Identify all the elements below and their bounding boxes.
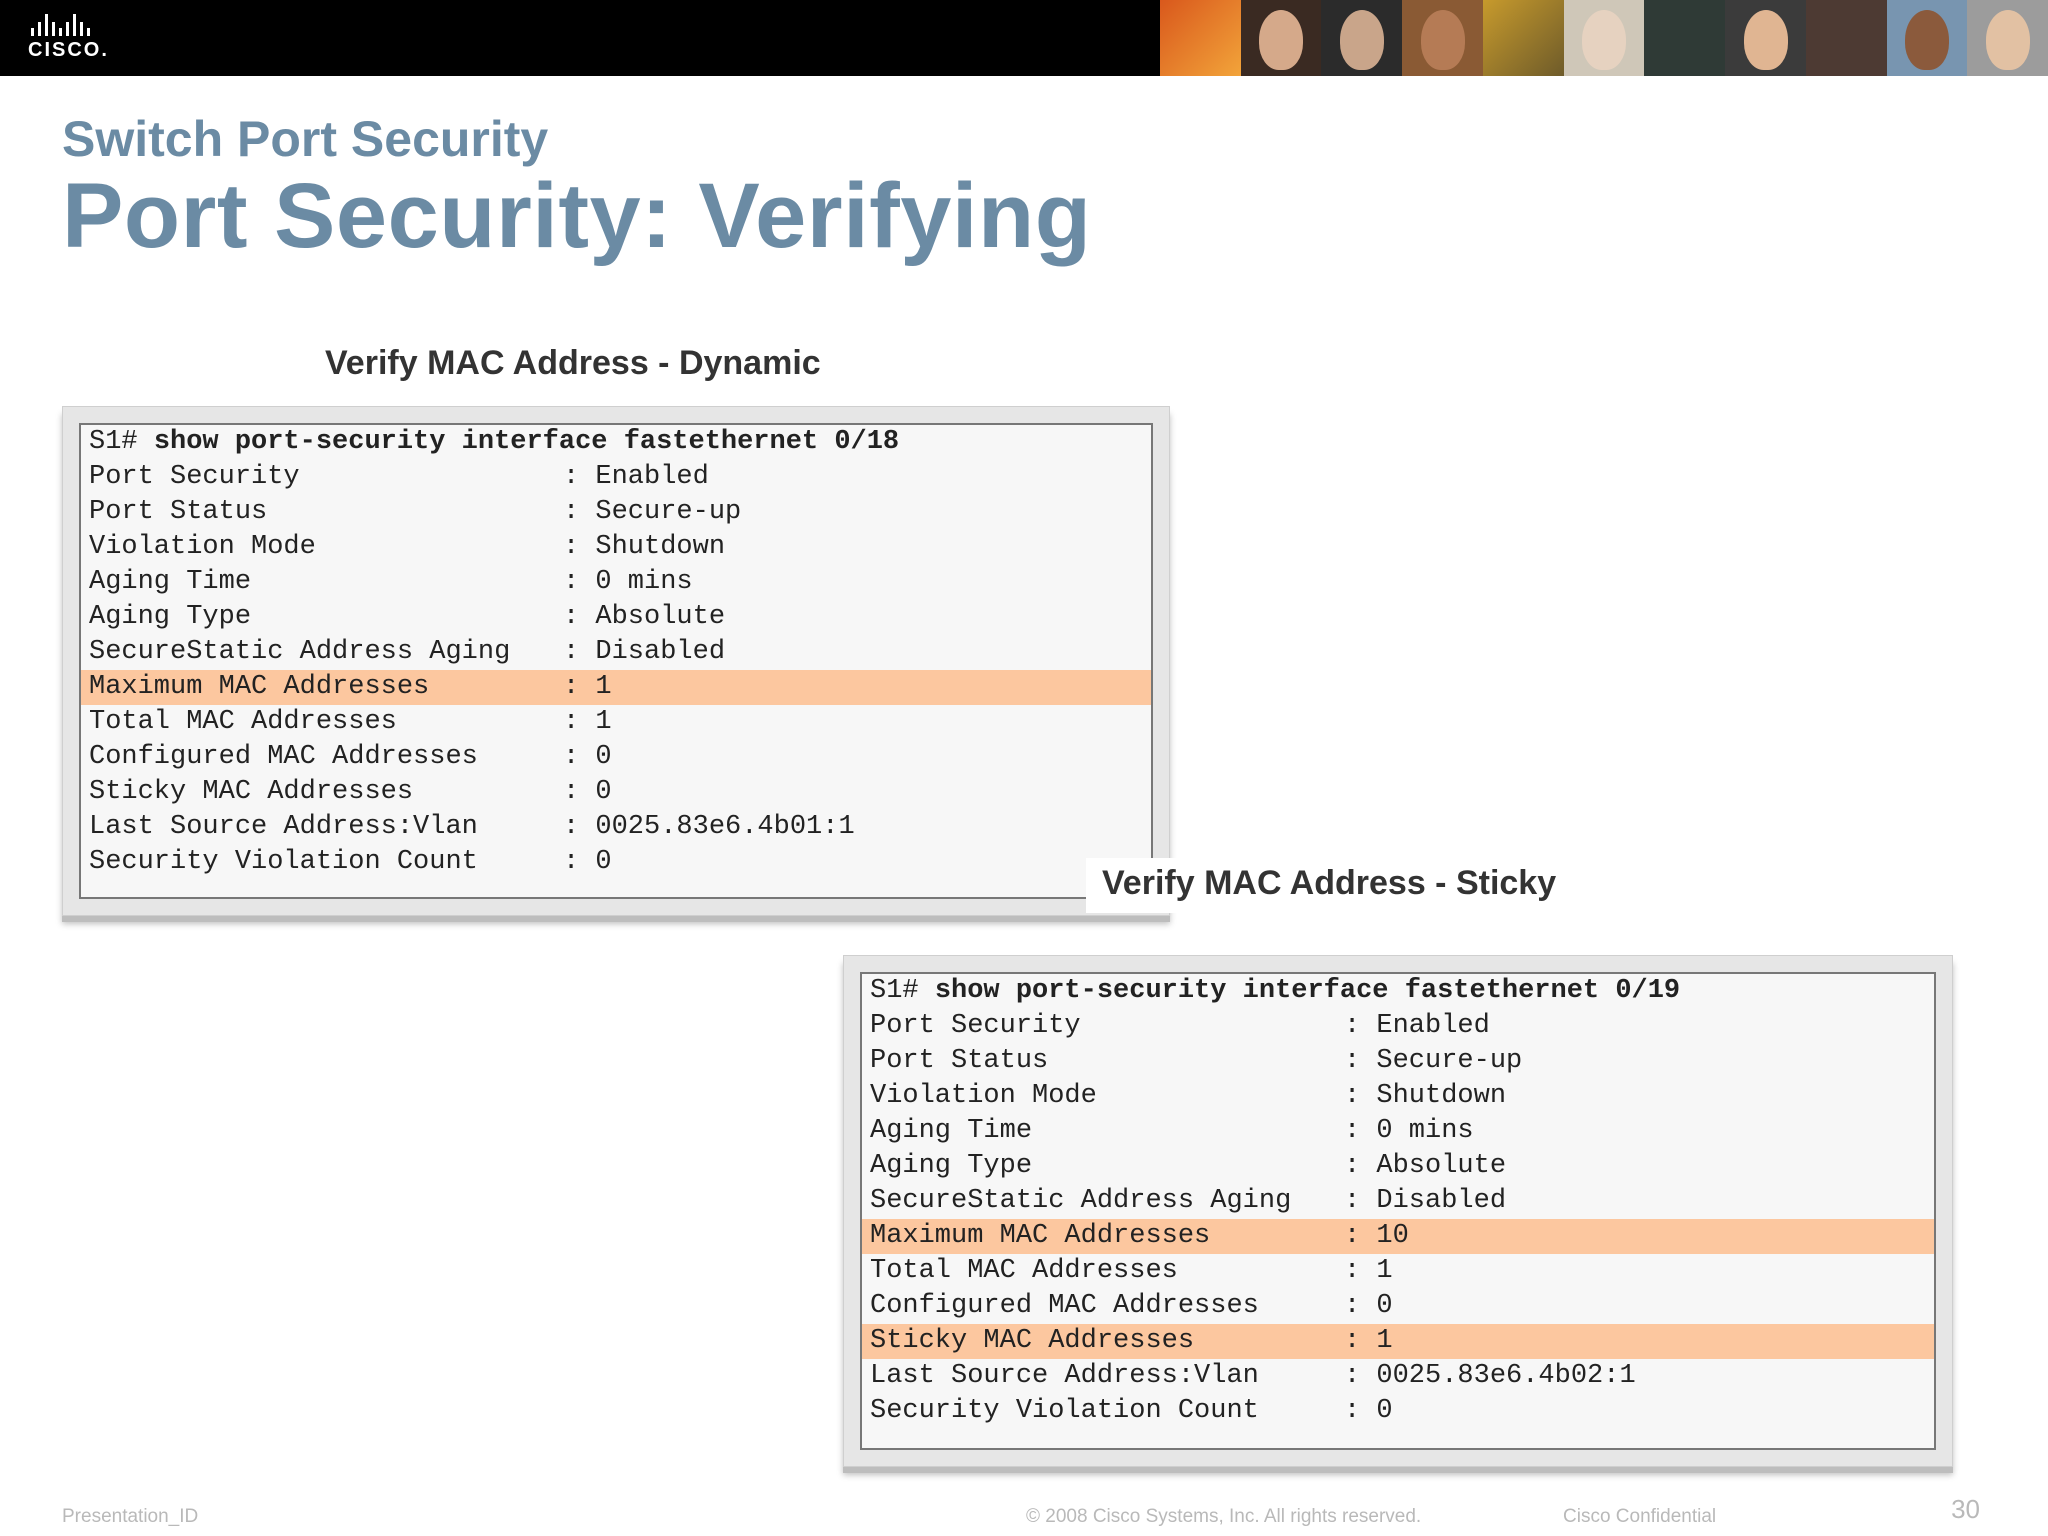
output-value: Enabled [595,462,709,492]
slide-title: Port Security: Verifying [62,165,1092,267]
output-label: Security Violation Count [870,1396,1259,1426]
output-row [862,1324,1934,1359]
output-value: 0 [595,847,612,877]
dynamic-terminal-panel [62,406,1170,916]
output-value: 0025.83e6.4b02:1 [1376,1361,1636,1391]
output-row [862,1114,1934,1149]
output-row [81,565,1151,600]
output-value: Absolute [595,602,726,632]
photo-tile [1967,0,2048,76]
output-row [81,810,1151,845]
output-row [81,530,1151,565]
output-label: Configured MAC Addresses [870,1291,1259,1321]
output-row [862,1009,1934,1044]
output-separator: : [1344,1256,1377,1286]
output-separator: : [563,672,596,702]
output-value: Disabled [1376,1186,1507,1216]
output-row [81,740,1151,775]
photo-tile [1725,0,1806,76]
photo-tile [1644,0,1725,76]
output-separator: : [1344,1116,1377,1146]
output-value: Secure-up [1376,1046,1523,1076]
output-row [862,1044,1934,1079]
output-label: Maximum MAC Addresses [870,1221,1211,1251]
header-photo-strip [1160,0,2048,76]
output-label: Aging Time [89,567,252,597]
output-value: 0 mins [1376,1116,1474,1146]
output-label: Port Security [870,1011,1081,1041]
output-label: Violation Mode [89,532,316,562]
output-row [862,1184,1934,1219]
output-label: SecureStatic Address Aging [89,637,511,667]
output-value: Shutdown [595,532,726,562]
output-value: 1 [595,707,612,737]
photo-tile [1241,0,1322,76]
output-value: 1 [1376,1326,1393,1356]
output-separator: : [563,742,596,772]
output-label: SecureStatic Address Aging [870,1186,1292,1216]
cli-command: show port-security interface fastethernet 0/18 [153,427,900,457]
output-label: Port Status [89,497,268,527]
output-separator: : [1344,1151,1377,1181]
output-separator: : [1344,1046,1377,1076]
dynamic-terminal-output [79,423,1153,899]
photo-tile [1806,0,1887,76]
output-row [862,1289,1934,1324]
output-label: Sticky MAC Addresses [89,777,414,807]
output-value: 0 [595,742,612,772]
slide-subtitle: Switch Port Security [62,111,549,167]
output-row [862,1394,1934,1429]
output-value: 0025.83e6.4b01:1 [595,812,855,842]
output-row [81,845,1151,880]
output-value: 1 [595,672,612,702]
photo-tile [1160,0,1241,76]
output-separator: : [1344,1361,1377,1391]
output-row [81,775,1151,810]
photo-tile [1402,0,1483,76]
output-label: Port Status [870,1046,1049,1076]
output-row [862,1149,1934,1184]
output-separator: : [1344,1396,1377,1426]
cisco-logo-text: CISCO. [28,39,109,61]
output-value: Shutdown [1376,1081,1507,1111]
output-row [862,1359,1934,1394]
output-row [81,670,1151,705]
presentation-id: Presentation_ID [62,1506,199,1527]
output-row [81,495,1151,530]
command-line [81,425,1151,460]
output-separator: : [1344,1186,1377,1216]
output-row [81,460,1151,495]
cli-prompt: S1# [870,976,919,1006]
output-row [862,1254,1934,1289]
output-label: Total MAC Addresses [870,1256,1178,1286]
header-bar [0,0,2048,76]
output-label: Violation Mode [870,1081,1097,1111]
output-label: Last Source Address:Vlan [870,1361,1259,1391]
output-value: Absolute [1376,1151,1507,1181]
output-value: 10 [1376,1221,1409,1251]
command-line [862,974,1934,1009]
sticky-caption: Verify MAC Address - Sticky [1086,858,1572,913]
cli-prompt: S1# [89,427,138,457]
output-separator: : [563,462,596,492]
output-separator: : [1344,1326,1377,1356]
output-row [862,1079,1934,1114]
output-separator: : [1344,1011,1377,1041]
output-separator: : [1344,1221,1377,1251]
output-separator: : [563,602,596,632]
output-label: Aging Type [870,1151,1033,1181]
output-value: Disabled [595,637,726,667]
output-separator: : [563,847,596,877]
output-separator: : [1344,1291,1377,1321]
output-value: 0 [1376,1396,1393,1426]
output-value: Enabled [1376,1011,1490,1041]
photo-tile [1887,0,1968,76]
output-separator: : [1344,1081,1377,1111]
output-label: Aging Time [870,1116,1033,1146]
output-label: Security Violation Count [89,847,478,877]
output-label: Maximum MAC Addresses [89,672,430,702]
output-separator: : [563,567,596,597]
output-label: Aging Type [89,602,252,632]
sticky-terminal-panel [843,955,1953,1467]
cli-command: show port-security interface fastethernet 0/19 [934,976,1681,1006]
output-separator: : [563,497,596,527]
output-label: Last Source Address:Vlan [89,812,478,842]
sticky-terminal-output [860,972,1936,1450]
copyright-text: © 2008 Cisco Systems, Inc. All rights reserved. [1026,1506,1422,1527]
cisco-logo [28,14,118,64]
output-separator: : [563,777,596,807]
page-number: 30 [1951,1494,1980,1524]
output-row [81,635,1151,670]
output-separator: : [563,812,596,842]
output-value: 0 [1376,1291,1393,1321]
output-value: Secure-up [595,497,742,527]
photo-tile [1321,0,1402,76]
output-separator: : [563,637,596,667]
output-row [81,705,1151,740]
output-row [862,1219,1934,1254]
output-separator: : [563,707,596,737]
output-label: Total MAC Addresses [89,707,397,737]
output-label: Port Security [89,462,300,492]
output-label: Sticky MAC Addresses [870,1326,1195,1356]
output-value: 0 mins [595,567,693,597]
output-value: 1 [1376,1256,1393,1286]
photo-tile [1483,0,1564,76]
dynamic-caption: Verify MAC Address - Dynamic [325,344,821,382]
output-row [81,600,1151,635]
output-value: 0 [595,777,612,807]
confidential-label: Cisco Confidential [1563,1506,1717,1527]
photo-tile [1564,0,1645,76]
cisco-logo-bars-icon [31,14,118,36]
output-label: Configured MAC Addresses [89,742,478,772]
output-separator: : [563,532,596,562]
